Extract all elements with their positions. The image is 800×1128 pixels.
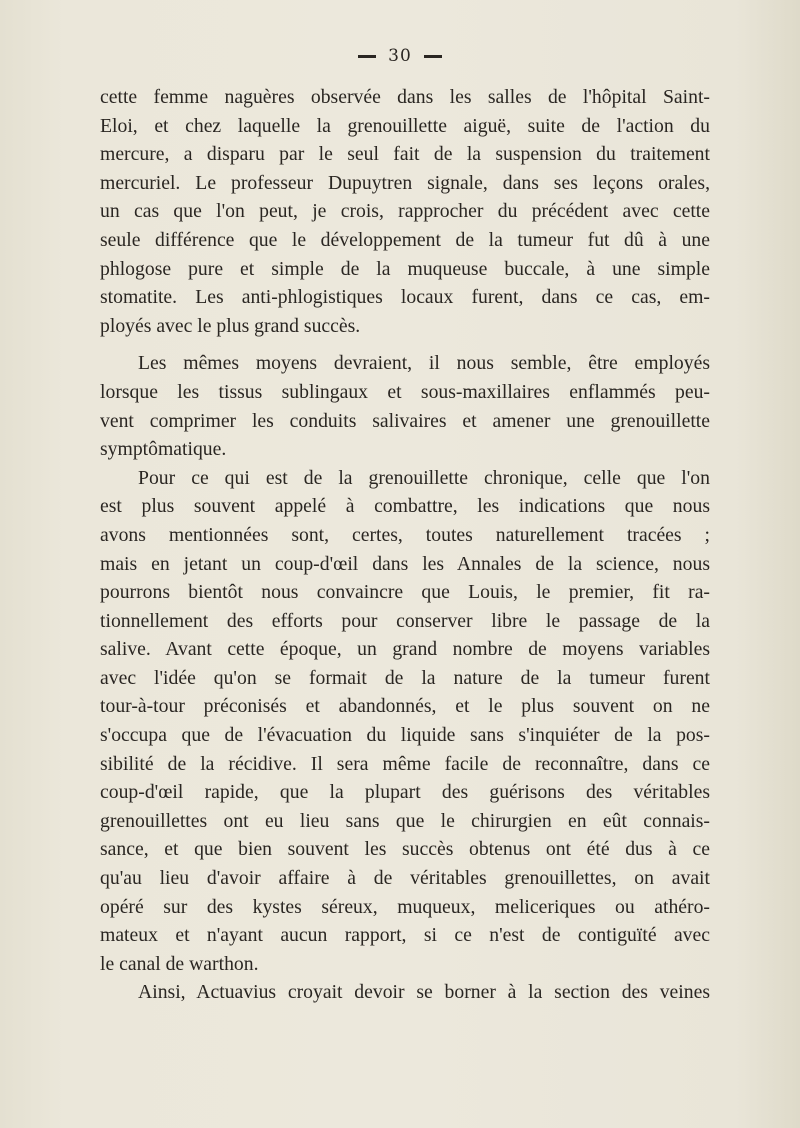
text-line: cette femme naguères observée dans les salles de l'hôpital Saint- bbox=[100, 86, 710, 108]
text-line: symptômatique. bbox=[100, 438, 227, 461]
page-header bbox=[0, 46, 800, 66]
paragraph-start: Les mêmes moyens devraient, il nous semble, être employés bbox=[138, 352, 710, 375]
text-line: Eloi, et chez laquelle la grenouillette aiguë, suite de l'action du bbox=[100, 114, 710, 137]
text-line: mercure, a disparu par le seul fait de la suspension du traitement bbox=[100, 143, 710, 166]
header-dash-right bbox=[424, 55, 442, 58]
text-line: mateux et n'ayant aucun rapport, si ce n'est de contiguïté avec bbox=[100, 924, 710, 947]
text-line: vent comprimer les conduits salivaires et amener une grenouillette bbox=[100, 409, 710, 432]
text-line: coup-d'œil rapide, que la plupart des guérisons des véritables bbox=[100, 781, 710, 804]
paragraph-start: Ainsi, Actuavius croyait devoir se borner à la section des veines bbox=[138, 981, 710, 1004]
text-line: un cas que l'on peut, je crois, rapprocher du précédent avec cette bbox=[100, 200, 710, 223]
paragraph-start: Pour ce qui est de la grenouillette chronique, celle que l'on bbox=[138, 466, 710, 489]
text-line: avec l'idée qu'on se formait de la nature de la tumeur furent bbox=[100, 666, 710, 689]
body-text bbox=[100, 83, 710, 1007]
text-line: sance, et que bien souvent les succès obtenus ont été dus à ce bbox=[100, 838, 710, 861]
text-line: avons mentionnées sont, certes, toutes naturellement tracées ; bbox=[100, 523, 710, 546]
text-line: grenouillettes ont eu lieu sans que le chirurgien en eût connais- bbox=[100, 809, 710, 832]
text-line: lorsque les tissus sublingaux et sous-maxillaires enflammés peu- bbox=[100, 380, 710, 403]
text-line: sibilité de la récidive. Il sera même facile de reconnaître, dans ce bbox=[100, 752, 710, 775]
text-line: salive. Avant cette époque, un grand nombre de moyens variables bbox=[100, 638, 710, 661]
text-line: seule différence que le développement de la tumeur fut dû à une bbox=[100, 228, 710, 251]
text-line: est plus souvent appelé à combattre, les indications que nous bbox=[100, 495, 710, 518]
text-line: phlogose pure et simple de la muqueuse buccale, à une simple bbox=[100, 257, 710, 280]
text-line: tour-à-tour préconisés et abandonnés, et le plus souvent on ne bbox=[100, 695, 710, 718]
header-dash-left bbox=[358, 55, 376, 58]
text-line: qu'au lieu d'avoir affaire à de véritables grenouillettes, on avait bbox=[100, 867, 710, 890]
text-line: tionnellement des efforts pour conserver libre le passage de la bbox=[100, 609, 710, 632]
text-line: opéré sur des kystes séreux, muqueux, meliceriques ou athéro- bbox=[100, 895, 710, 918]
text-line: mais en jetant un coup-d'œil dans les Annales de la science, nous bbox=[100, 552, 710, 575]
text-line: mercuriel. Le professeur Dupuytren signale, dans ses leçons orales, bbox=[100, 171, 710, 194]
text-line: stomatite. Les anti-phlogistiques locaux furent, dans ce cas, em- bbox=[100, 286, 710, 309]
text-line: ployés avec le plus grand succès. bbox=[100, 314, 361, 337]
text-line: s'occupa que de l'évacuation du liquide sans s'inquiéter de la pos- bbox=[100, 724, 710, 747]
text-line: le canal de warthon. bbox=[100, 952, 259, 975]
text-line: pourrons bientôt nous convaincre que Louis, le premier, fit ra- bbox=[100, 581, 710, 604]
page-number: 30 bbox=[388, 46, 412, 66]
